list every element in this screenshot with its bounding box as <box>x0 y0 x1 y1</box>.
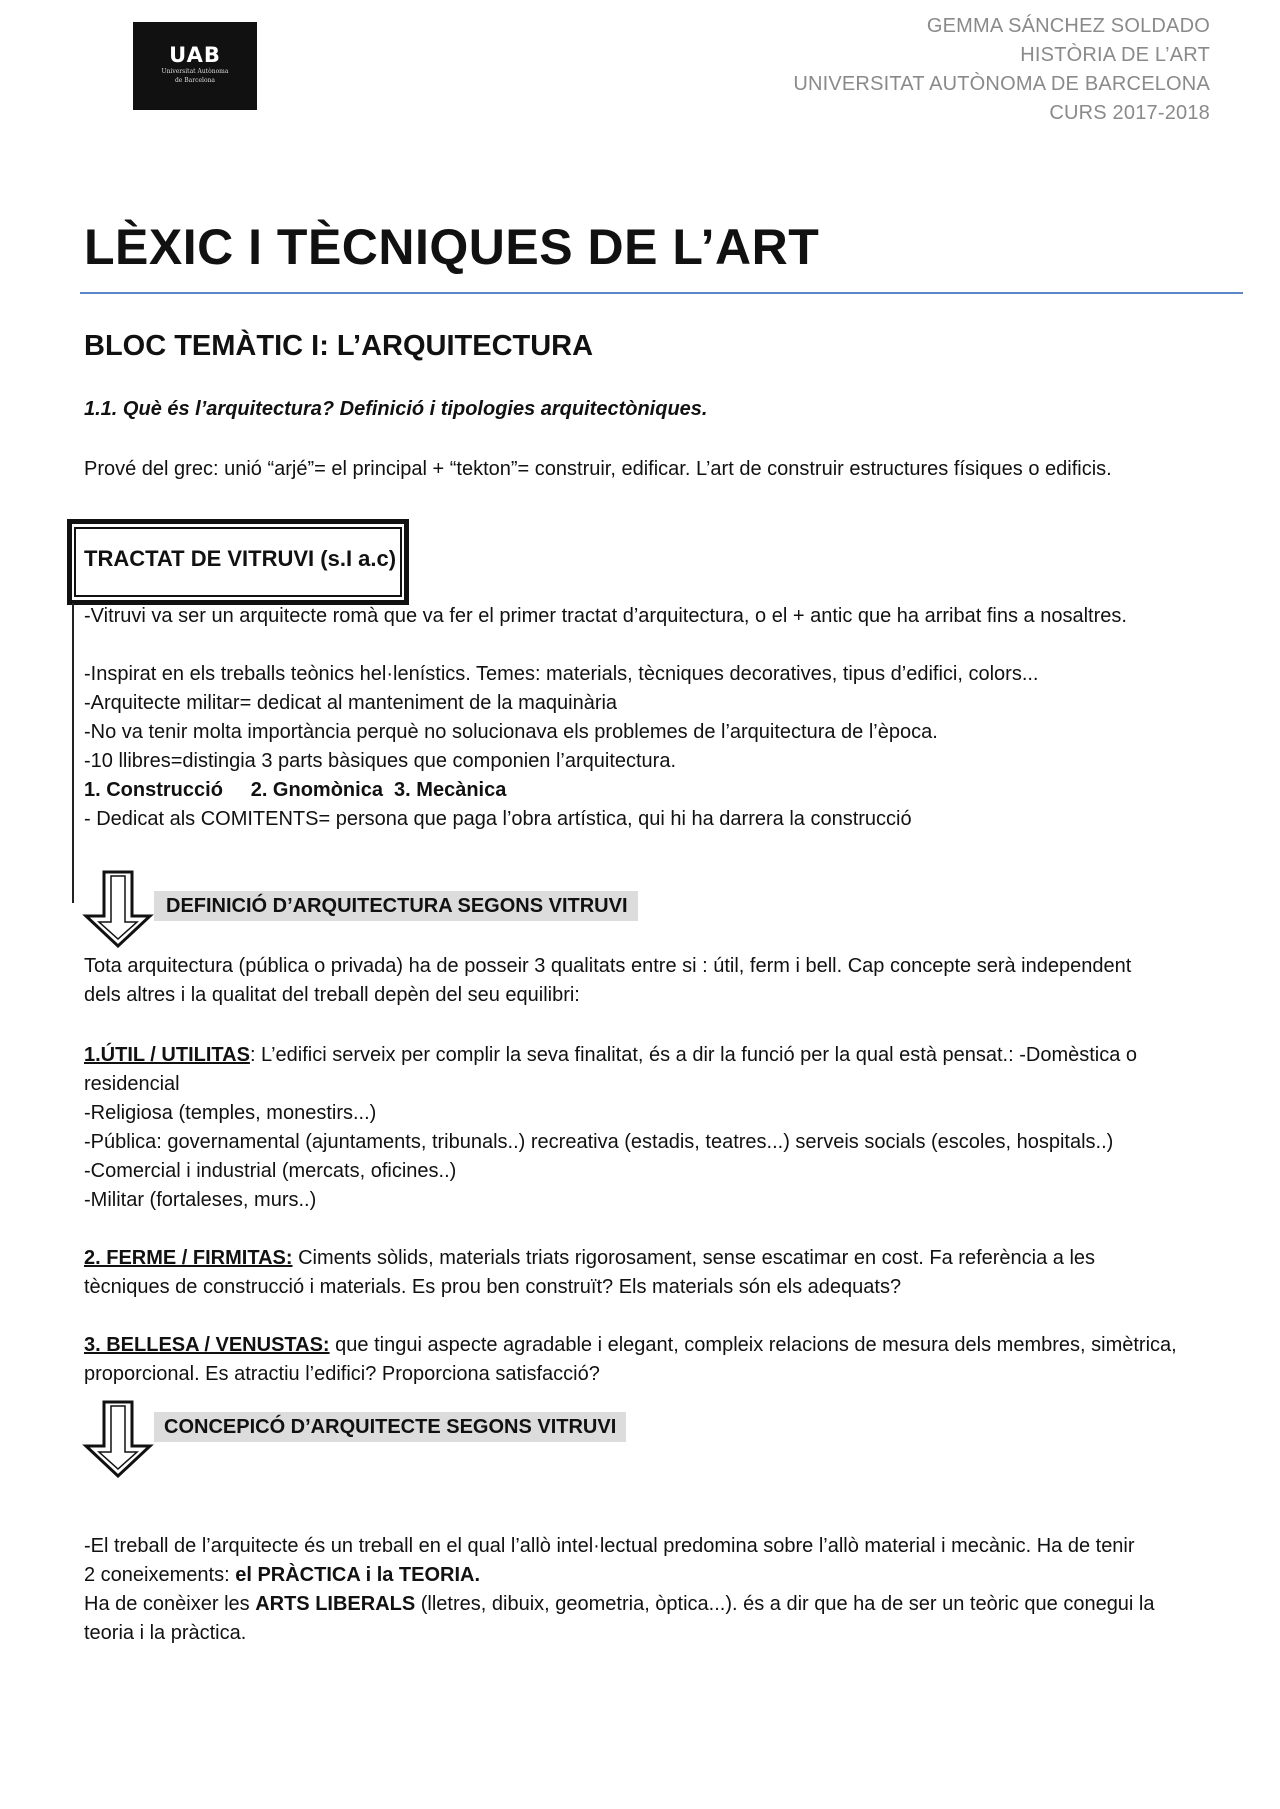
box-title: TRACTAT DE VITRUVI (s.I a.c) <box>84 546 397 571</box>
down-arrow-icon <box>82 870 154 948</box>
util-line-3: -Religiosa (temples, monestirs...) <box>84 1102 377 1124</box>
util-text: : L’edifici serveix per complir la seva finalitat, és a dir la funció per la qual està pensat.: -Domèstica o <box>249 1044 1138 1066</box>
util-label: 1.ÚTIL / UTILITAS <box>84 1044 250 1066</box>
document-title: LÈXIC I TÈCNIQUES DE L’ART <box>84 219 820 275</box>
conception-line-3-a: Ha de conèixer les <box>84 1593 256 1615</box>
ferme-text: Ciments sòlids, materials triats rigorosament, sense escatimar en cost. Fa referència a les <box>292 1247 1096 1269</box>
bellesa-label: 3. BELLESA / VENUSTAS: <box>84 1334 330 1356</box>
university: UNIVERSITAT AUTÒNOMA DE BARCELONA <box>793 73 1210 95</box>
vitruvi-line-1: -Vitruvi va ser un arquitecte romà que va fer el primer tractat d’arquitectura, o el + antic que ha arribat fins a nosaltres. <box>84 605 1127 627</box>
util-line-2: residencial <box>84 1073 180 1095</box>
conception-line-1: -El treball de l’arquitecte és un treball en el qual l’allò intel·lectual predomina sobre l’allò material i mecànic. Ha de tenir <box>84 1535 1135 1557</box>
margin-line <box>72 603 74 903</box>
ferme-line-2: tècniques de construcció i materials. Es prou ben construït? Els materials són els adequats? <box>84 1276 902 1298</box>
course: CURS 2017-2018 <box>1049 102 1210 124</box>
conception-line-3 <box>84 1590 1155 1619</box>
author: GEMMA SÁNCHEZ SOLDADO <box>926 15 1210 37</box>
util-line-4: -Pública: governamental (ajuntaments, tribunals..) recreativa (estadis, teatres...) serveis socials (escoles, hospitals..) <box>84 1131 1114 1153</box>
vitruvi-parts: 1. Construcció 2. Gnomònica 3. Mecànica <box>84 779 507 801</box>
definition-line-2: dels altres i la qualitat del treball depèn del seu equilibri: <box>84 984 580 1006</box>
down-arrow-icon <box>82 1400 154 1478</box>
util-line-5: -Comercial i industrial (mercats, oficines..) <box>84 1160 457 1182</box>
section-heading: 1.1. Què és l’arquitectura? Definició i tipologies arquitectòniques. <box>84 398 708 420</box>
vitruvi-line-6: - Dedicat als COMITENTS= persona que paga l’obra artística, qui hi ha darrera la construcció <box>84 808 912 830</box>
subject: HISTÒRIA DE L’ART <box>1020 44 1210 66</box>
conception-line-3-bold: ARTS LIBERALS <box>255 1593 416 1615</box>
ferme-line <box>84 1244 1095 1273</box>
vitruvi-line-2: -Inspirat en els treballs teònics hel·lenístics. Temes: materials, tècniques decoratives, tipus d’edifici, colors... <box>84 663 1039 685</box>
uab-logo <box>133 22 257 110</box>
conception-line-3-c: (lletres, dibuix, geometria, òptica...). és a dir que ha de ser un teòric que conegui la <box>415 1593 1155 1615</box>
header-info <box>793 12 1210 128</box>
bloc-heading: BLOC TEMÀTIC I: L’ARQUITECTURA <box>84 330 594 362</box>
intro-paragraph: Prové del grec: unió “arjé”= el principal + “tekton”= construir, edificar. L’art de construir estructures físiques o edificis. <box>84 458 1112 480</box>
definition-heading: DEFINICIÓ D’ARQUITECTURA SEGONS VITRUVI <box>154 891 638 921</box>
logo-sub-1: Universitat Autònoma <box>161 68 229 75</box>
title-divider <box>80 292 1243 294</box>
logo-mark: UAB <box>169 43 221 67</box>
bellesa-text: que tingui aspecte agradable i elegant, compleix relacions de mesura dels membres, simètrica, <box>329 1334 1177 1356</box>
ferme-label: 2. FERME / FIRMITAS: <box>84 1247 293 1269</box>
conception-line-2-bold: el PRÀCTICA i la TEORIA. <box>235 1564 481 1586</box>
util-line-6: -Militar (fortaleses, murs..) <box>84 1189 317 1211</box>
util-line <box>84 1041 1137 1070</box>
conception-heading: CONCEPICÓ D’ARQUITECTE SEGONS VITRUVI <box>154 1412 626 1442</box>
vitruvi-line-3: -Arquitecte militar= dedicat al manteniment de la maquinària <box>84 692 618 714</box>
definition-line-1: Tota arquitectura (pública o privada) ha de posseir 3 qualitats entre si : útil, ferm i bell. Cap concepte serà independent <box>84 955 1132 977</box>
vitruvi-line-5: -10 llibres=distingia 3 parts bàsiques que componien l’arquitectura. <box>84 750 677 772</box>
bellesa-line-2: proporcional. Es atractiu l’edifici? Proporciona satisfacció? <box>84 1363 600 1385</box>
conception-line-4: teoria i la pràctica. <box>84 1622 247 1644</box>
bellesa-line <box>84 1331 1177 1360</box>
conception-line-2-text: 2 coneixements: <box>84 1564 236 1586</box>
vitruvi-line-4: -No va tenir molta importància perquè no solucionava els problemes de l’arquitectura de l’època. <box>84 721 938 743</box>
conception-line-2 <box>84 1561 480 1590</box>
logo-sub-2: de Barcelona <box>174 77 216 84</box>
